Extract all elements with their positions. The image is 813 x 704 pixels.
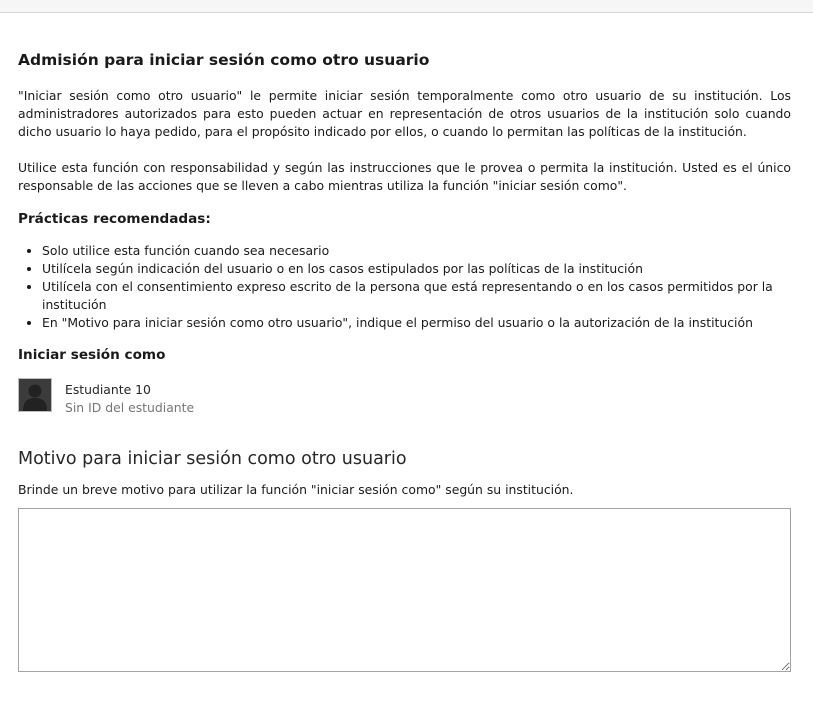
practice-item: • Utilícela según indicación del usuario o en los casos estipulados por las políticas de la institución	[42, 260, 791, 278]
top-bar	[0, 0, 813, 13]
responsibility-paragraph: Utilice esta función con responsabilidad y según las instrucciones que le provea o permita la institución. Usted es el único responsable de las acciones que se lleven a cabo mientras utiliza la función "iniciar sesión como".	[18, 160, 791, 193]
reason-heading: Motivo para iniciar sesión como otro usuario	[18, 449, 407, 469]
practice-item: • Solo utilice esta función cuando sea necesario	[42, 242, 791, 260]
practices-heading: Prácticas recomendadas:	[18, 211, 211, 227]
practice-item: • En "Motivo para iniciar sesión como otro usuario", indique el permiso del usuario o la autorización de la institución	[42, 314, 791, 332]
user-card	[18, 378, 791, 418]
user-name: Estudiante 10	[65, 382, 151, 397]
login-as-panel	[18, 50, 791, 672]
user-silhouette-icon	[18, 378, 52, 412]
reason-textarea[interactable]	[18, 508, 791, 672]
login-as-heading: Iniciar sesión como	[18, 347, 166, 363]
user-id: Sin ID del estudiante	[65, 400, 195, 415]
practice-item: • Utilícela con el consentimiento expreso escrito de la persona que está representando o en los casos permitidos por la institución	[42, 278, 791, 314]
practices-list	[18, 242, 791, 332]
reason-help-text: Brinde un breve motivo para utilizar la función "iniciar sesión como" según su institución.	[18, 482, 574, 497]
intro-paragraph: "Iniciar sesión como otro usuario" le permite iniciar sesión temporalmente como otro usuario de su institución. Los administradores autorizados para esto pueden actuar en representación de otros usuarios de la institución solo cuando dicho usuario lo haya pedido, para el propósito indicado por ellos, o cuando lo permitan las políticas de la institución.	[18, 88, 791, 139]
page-title: Admisión para iniciar sesión como otro usuario	[18, 51, 430, 69]
